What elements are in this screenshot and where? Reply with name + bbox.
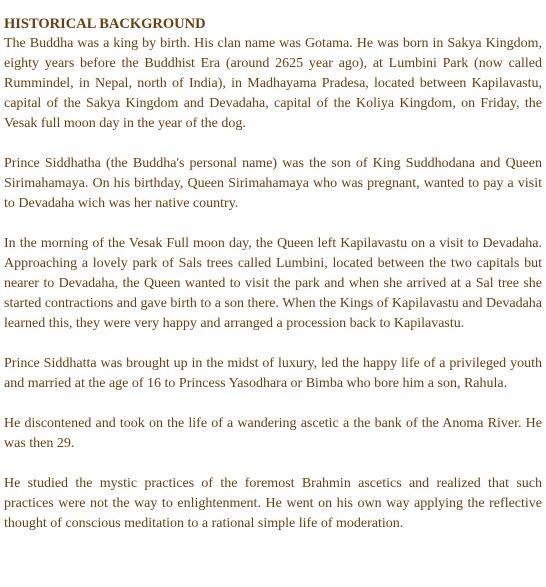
paragraph-ascetic: He discontened and took on the life of a wandering ascetic a the bank of the Anoma River. He was then 29. <box>4 416 542 451</box>
paragraph-practices: He studied the mystic practices of the foremost Brahmin ascetics and realized that such practices were not the way to enlightenment. He went on his own way applying the reflective thought of conscious meditation to a rational simple life of moderation. <box>4 476 542 531</box>
paragraph-youth: Prince Siddhatta was brought up in the midst of luxury, led the happy life of a privileged youth and married at the age of 16 to Princess Yasodhara or Bimba who bore him a son, Rahula. <box>4 356 542 391</box>
paragraph-birth: The Buddha was a king by birth. His clan name was Gotama. He was born in Sakya Kingdom, eighty years before the Buddhist Era (around 2625 year ago), at Lumbini Park (now called Rummindel, in Nepal, north of India), in Madhayama Pradesa, located between Kapilavastu, capital of the Sakya Kingdom and Devadaha, capital of the Koliya Kingdom, on Friday, the Vesak full moon day in the year of the dog. <box>4 36 542 131</box>
paragraph-parents: Prince Siddhatha (the Buddha's personal name) was the son of King Suddhodana and Queen Sirimahamaya. On his birthday, Queen Sirimahamaya who was pregnant, wanted to pay a visit to Devadaha wich was her native country. <box>4 156 542 211</box>
article <box>4 15 542 554</box>
section-heading: HISTORICAL BACKGROUND <box>4 16 206 32</box>
paragraph-lumbini: In the morning of the Vesak Full moon day, the Queen left Kapilavastu on a visit to Devadaha. Approaching a lovely park of Sals trees called Lumbini, located between the two capitals but nearer to Devadaha, the Queen wanted to visit the park and when she arrived at a Sal tree she started contractions and gave birth to a son there. When the Kings of Kapilavastu and Devadaha learned this, they were very happy and arranged a procession back to Kapilavastu. <box>4 236 542 331</box>
